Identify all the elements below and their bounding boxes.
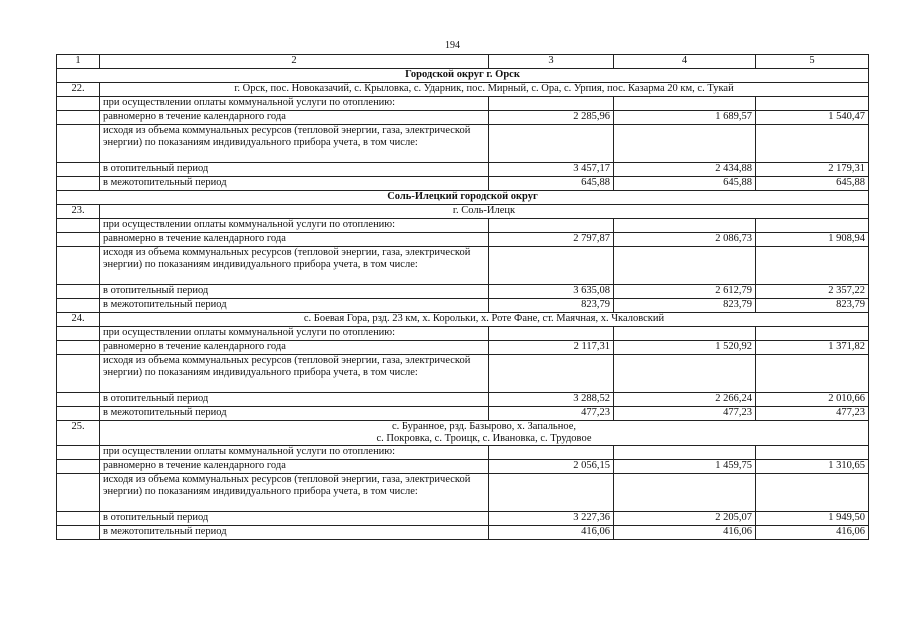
row-label: в отопительный период [100, 285, 489, 299]
row-label: исходя из объема коммунальных ресурсов (тепловой энергии, газа, электрической энергии) по показаниям индивидуального прибора учета, в том числе: [100, 474, 489, 512]
row-label: равномерно в течение календарного года [100, 111, 489, 125]
table-row [57, 285, 869, 299]
value-cell: 2 434,88 [614, 163, 756, 177]
value-cell: 2 357,22 [756, 285, 869, 299]
section-row [57, 69, 869, 83]
entry-place: г. Орск, пос. Новоказачий, с. Крыловка, с. Ударник, пос. Мирный, с. Ора, с. Урпия, пос. Казарма 20 км, с. Тукай [100, 83, 869, 97]
entry-number: 22. [57, 83, 100, 97]
table-row [57, 446, 869, 460]
row-label: в отопительный период [100, 163, 489, 177]
value-cell: 1 459,75 [614, 460, 756, 474]
value-cell: 2 117,31 [489, 341, 614, 355]
table-row [57, 460, 869, 474]
row-label: при осуществлении оплаты коммунальной услуги по отоплению: [100, 97, 489, 111]
value-cell: 2 797,87 [489, 233, 614, 247]
value-cell: 416,06 [614, 526, 756, 540]
value-cell: 2 266,24 [614, 393, 756, 407]
row-label: в межотопительный период [100, 407, 489, 421]
value-cell: 2 612,79 [614, 285, 756, 299]
entry-place: с. Буранное, рзд. Базырово, х. Запальное, [391, 421, 577, 432]
row-label: при осуществлении оплаты коммунальной услуги по отоплению: [100, 446, 489, 460]
table-row [57, 163, 869, 177]
entry-place: с. Боевая Гора, рзд. 23 км, х. Корольки, х. Роте Фане, ст. Маячная, х. Чкаловский [100, 313, 869, 327]
value-cell: 2 086,73 [614, 233, 756, 247]
row-label: исходя из объема коммунальных ресурсов (тепловой энергии, газа, электрической энергии) по показаниям индивидуального прибора учета, в том числе: [100, 355, 489, 393]
value-cell: 823,79 [614, 299, 756, 313]
value-cell: 1 310,65 [756, 460, 869, 474]
value-cell: 1 371,82 [756, 341, 869, 355]
entry-number: 24. [57, 313, 100, 327]
table-row [57, 512, 869, 526]
header-cell: 2 [100, 55, 489, 69]
entry-row [57, 421, 869, 446]
header-cell: 5 [756, 55, 869, 69]
entry-row [57, 205, 869, 219]
row-label: в отопительный период [100, 512, 489, 526]
entry-place-continued: с. Покровка, с. Троицк, с. Ивановка, с. Трудовое [376, 433, 592, 444]
entry-row [57, 83, 869, 97]
entry-number: 25. [57, 421, 100, 446]
header-cell: 1 [57, 55, 100, 69]
page-number: 194 [445, 40, 460, 51]
section-row [57, 191, 869, 205]
row-label: в межотопительный период [100, 177, 489, 191]
entry-number: 23. [57, 205, 100, 219]
row-label: исходя из объема коммунальных ресурсов (тепловой энергии, газа, электрической энергии) по показаниям индивидуального прибора учета, в том числе: [100, 247, 489, 285]
header-cell: 3 [489, 55, 614, 69]
table-row [57, 233, 869, 247]
row-label: в межотопительный период [100, 299, 489, 313]
value-cell: 3 635,08 [489, 285, 614, 299]
value-cell: 645,88 [756, 177, 869, 191]
row-label: равномерно в течение календарного года [100, 233, 489, 247]
value-cell: 1 540,47 [756, 111, 869, 125]
value-cell: 2 179,31 [756, 163, 869, 177]
table-row [57, 526, 869, 540]
value-cell: 645,88 [614, 177, 756, 191]
row-label: исходя из объема коммунальных ресурсов (тепловой энергии, газа, электрической энергии) по показаниям индивидуального прибора учета, в том числе: [100, 125, 489, 163]
value-cell: 2 285,96 [489, 111, 614, 125]
tariff-table [56, 54, 869, 540]
value-cell: 1 520,92 [614, 341, 756, 355]
value-cell: 3 457,17 [489, 163, 614, 177]
value-cell: 477,23 [489, 407, 614, 421]
value-cell: 2 205,07 [614, 512, 756, 526]
table-row [57, 299, 869, 313]
table-row [57, 341, 869, 355]
value-cell: 1 908,94 [756, 233, 869, 247]
value-cell: 2 056,15 [489, 460, 614, 474]
value-cell: 3 227,36 [489, 512, 614, 526]
table-row [57, 177, 869, 191]
value-cell: 1 689,57 [614, 111, 756, 125]
table-row [57, 393, 869, 407]
row-label: равномерно в течение календарного года [100, 460, 489, 474]
table-row [57, 247, 869, 285]
table-header-row [57, 55, 869, 69]
value-cell: 2 010,66 [756, 393, 869, 407]
row-label: при осуществлении оплаты коммунальной услуги по отоплению: [100, 327, 489, 341]
value-cell: 823,79 [489, 299, 614, 313]
value-cell: 477,23 [614, 407, 756, 421]
value-cell: 416,06 [489, 526, 614, 540]
table-row [57, 125, 869, 163]
row-label: в отопительный период [100, 393, 489, 407]
row-label: в межотопительный период [100, 526, 489, 540]
entry-place: г. Соль-Илецк [100, 205, 869, 219]
value-cell: 477,23 [756, 407, 869, 421]
section-title: Городской округ г. Орск [57, 69, 869, 83]
table-row [57, 407, 869, 421]
value-cell: 416,06 [756, 526, 869, 540]
table-row [57, 97, 869, 111]
table-row [57, 219, 869, 233]
row-label: равномерно в течение календарного года [100, 341, 489, 355]
value-cell: 1 949,50 [756, 512, 869, 526]
table-row [57, 327, 869, 341]
value-cell: 645,88 [489, 177, 614, 191]
table-row [57, 474, 869, 512]
table-row [57, 355, 869, 393]
table-row [57, 111, 869, 125]
value-cell: 823,79 [756, 299, 869, 313]
value-cell: 3 288,52 [489, 393, 614, 407]
row-label: при осуществлении оплаты коммунальной услуги по отоплению: [100, 219, 489, 233]
entry-row [57, 313, 869, 327]
entry-place-block [100, 421, 869, 446]
section-title: Соль-Илецкий городской округ [57, 191, 869, 205]
header-cell: 4 [614, 55, 756, 69]
